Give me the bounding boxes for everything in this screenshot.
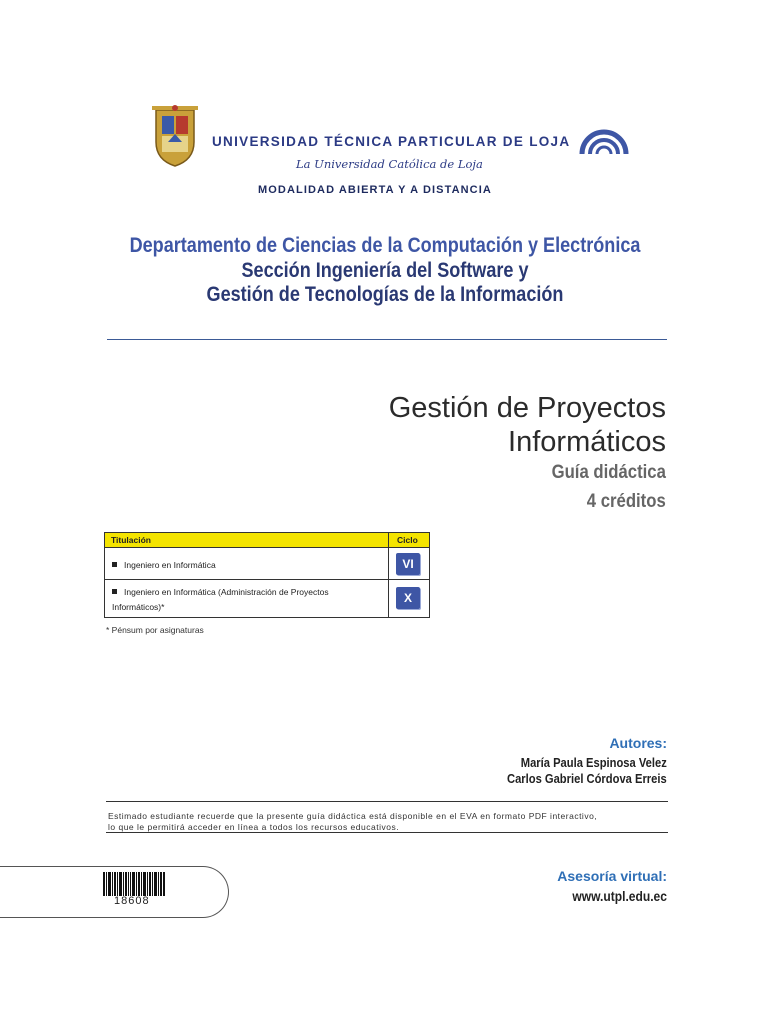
department-line-3: Gestión de Tecnologías de la Información	[206, 283, 564, 306]
concentric-arcs-logo-icon	[578, 110, 630, 162]
titulacion-cell: Ingeniero en Informática	[124, 560, 216, 570]
table-row	[112, 585, 372, 615]
website-url[interactable]: www.utpl.edu.ec	[572, 888, 667, 904]
degree-table	[104, 532, 430, 618]
author-name: Carlos Gabriel Córdova Erreis	[507, 771, 667, 786]
column-header-titulacion: Titulación	[111, 535, 151, 545]
course-title-line-2: Informáticos	[508, 426, 666, 458]
table-row	[112, 558, 372, 573]
modality-label: MODALIDAD ABIERTA Y A DISTANCIA	[258, 184, 492, 196]
barcode-number: 18608	[114, 895, 150, 907]
bullet-icon	[112, 562, 117, 567]
barcode-icon	[103, 872, 165, 896]
university-crest-icon	[150, 104, 200, 168]
university-name: UNIVERSIDAD TÉCNICA PARTICULAR DE LOJA	[212, 134, 571, 149]
ciclo-badge: X	[396, 587, 420, 609]
bullet-icon	[112, 589, 117, 594]
notice-line-2: lo que le permitirá acceder en línea a todos los recursos educativos.	[108, 822, 400, 832]
virtual-advice-heading: Asesoría virtual:	[557, 868, 667, 884]
column-header-ciclo: Ciclo	[397, 535, 418, 545]
course-subtitle: Guía didáctica	[551, 462, 666, 483]
university-motto: La Universidad Católica de Loja	[296, 157, 483, 171]
table-footnote: * Pénsum por asignaturas	[106, 625, 204, 635]
course-credits: 4 créditos	[587, 491, 666, 512]
notice-line-1: Estimado estudiante recuerde que la presente guía didáctica está disponible en el EVA en formato PDF interactivo,	[108, 811, 598, 821]
department-line-1: Departamento de Ciencias de la Computación y Electrónica	[129, 234, 641, 257]
row-divider	[105, 579, 429, 580]
table-header	[105, 533, 429, 548]
authors-heading: Autores:	[609, 735, 667, 751]
course-title-line-1: Gestión de Proyectos	[388, 392, 666, 424]
department-line-2: Sección Ingeniería del Software y	[241, 259, 529, 282]
column-divider	[388, 533, 389, 617]
section-divider	[107, 339, 667, 340]
notice-box	[106, 801, 668, 833]
titulacion-cell: Ingeniero en Informática (Administración de Proyectos Informáticos)*	[112, 587, 329, 612]
ciclo-badge: VI	[396, 553, 420, 575]
author-name: María Paula Espinosa Velez	[520, 755, 667, 770]
